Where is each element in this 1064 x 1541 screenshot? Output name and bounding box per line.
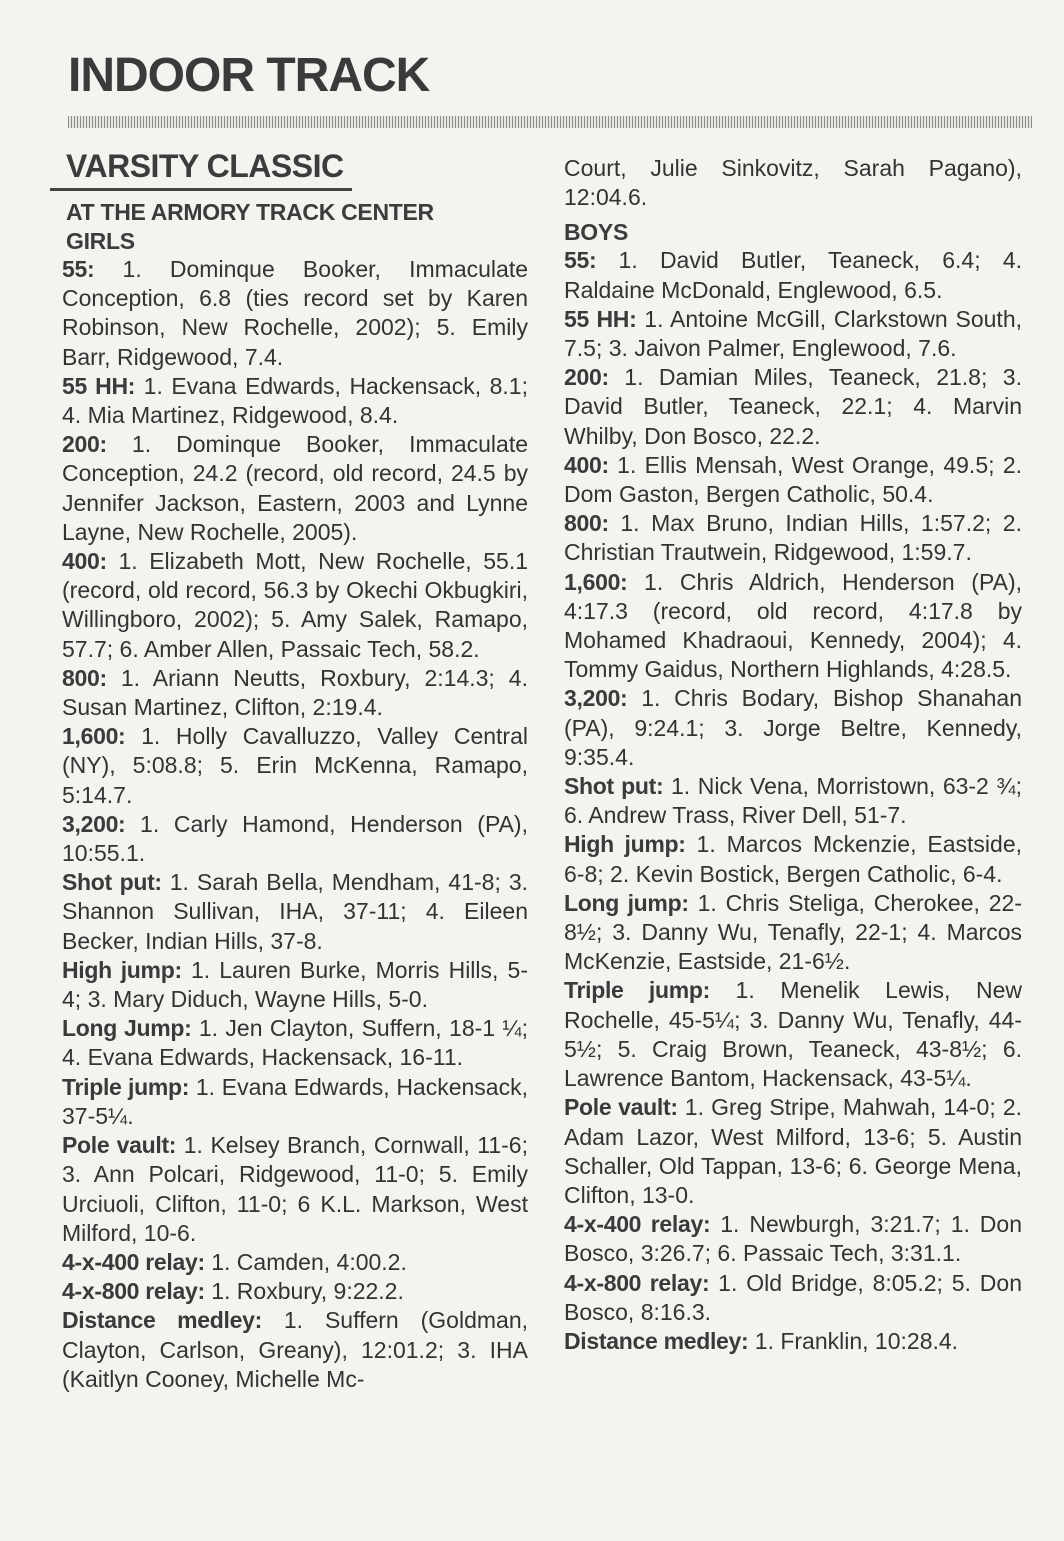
event-results: 1. Nick Vena, Morristown, 63-2 ¾; 6. Andrew Trass, River Dell, 51-7. [564,773,1022,829]
page-title: INDOOR TRACK [68,49,430,102]
result-item [50,722,528,810]
event-results: 1. Chris Bodary, Bishop Shanahan (PA), 9:24.1; 3. Jorge Beltre, Kennedy, 9:35.4. [564,685,1022,770]
event-label: 400: [62,548,107,575]
result-item [544,830,1022,888]
result-item [544,568,1022,685]
result-item [544,976,1022,1093]
result-item [544,305,1022,363]
event-label: Distance medley: [564,1327,749,1354]
title-rule [68,116,1032,128]
event-results: 1. Menelik Lewis, New Rochelle, 45-5¼; 3. Danny Wu, Tenafly, 44-5½; 5. Craig Brown, Teaneck, 43-8½; 6. Lawrence Bantom, Hackensack, 43-5¼. [564,977,1022,1092]
event-label: 4-x-800 relay: [62,1278,205,1305]
event-results: 1. Ariann Neutts, Roxbury, 2:14.3; 4. Susan Martinez, Clifton, 2:19.4. [62,664,528,721]
result-item [50,664,528,722]
result-item [544,1210,1022,1268]
girls-heading: GIRLS [66,228,135,254]
event-label: Triple jump: [564,977,710,1004]
result-item [50,255,528,372]
event-results: 1. Antoine McGill, Clarkstown South, 7.5; 3. Jaivon Palmer, Englewood, 7.6. [564,305,1022,362]
result-item [50,430,528,547]
event-results: 1. Lauren Burke, Morris Hills, 5-4; 3. Mary Diduch, Wayne Hills, 5-0. [62,956,528,1013]
result-item [544,772,1022,830]
event-results: 1. Roxbury, 9:22.2. [204,1278,404,1305]
event-label: 800: [62,664,107,691]
girls-results [50,255,528,1394]
event-label: Pole vault: [564,1094,678,1121]
event-results: 1. Camden, 4:00.2. [204,1248,407,1275]
result-item [50,956,528,1014]
event-results: 1. Damian Miles, Teaneck, 21.8; 3. David Butler, Teaneck, 22.1; 4. Marvin Whilby, Don Bosco, 22.2. [564,364,1022,449]
result-item [50,1306,528,1394]
event-label: 4-x-800 relay: [564,1269,710,1296]
event-results: 1. David Butler, Teaneck, 6.4; 4. Raldaine McDonald, Englewood, 6.5. [564,247,1022,303]
event-results: 1. Jen Clayton, Suffern, 18-1 ¼; 4. Evana Edwards, Hackensack, 16-11. [62,1015,528,1071]
event-label: 55: [564,247,597,274]
event-label: Shot put: [564,773,664,800]
result-item [544,509,1022,567]
event-results: 1. Carly Hamond, Henderson (PA), 10:55.1. [62,810,528,867]
event-results: 1. Max Bruno, Indian Hills, 1:57.2; 2. Christian Trautwein, Ridgewood, 1:59.7. [564,510,1022,566]
result-item [544,1269,1022,1327]
result-item [544,1093,1022,1210]
event-label: 400: [564,451,609,478]
event-label: 4-x-400 relay: [564,1211,711,1238]
event-label: Long jump: [564,889,689,916]
event-results: 1. Old Bridge, 8:05.2; 5. Don Bosco, 8:16.3. [564,1269,1022,1325]
result-item [544,1327,1022,1356]
event-label: 800: [564,510,609,537]
event-label: 3,200: [564,685,628,712]
result-item [544,684,1022,772]
result-item [50,1277,528,1306]
event-label: 200: [62,431,107,458]
event-results: 1. Newburgh, 3:21.7; 1. Don Bosco, 3:26.7; 6. Passaic Tech, 3:31.1. [564,1211,1022,1267]
event-label: Distance medley: [62,1307,262,1334]
event-results: 1. Dominque Booker, Immaculate Conception, 24.2 (record, old record, 24.5 by Jennifer Jackson, Eastern, 2003 and Lynne Layne, New Rochelle, 2005). [62,431,528,545]
event-label: 55 HH: [564,305,637,332]
result-item [50,1073,528,1131]
event-results: 1. Evana Edwards, Hackensack, 37-5¼. [62,1073,528,1129]
result-item [50,1248,528,1277]
result-item [50,372,528,430]
event-label: 200: [564,364,609,391]
event-label: Long Jump: [62,1015,192,1042]
event-results: 1. Chris Aldrich, Henderson (PA), 4:17.3 (record, old record, 4:17.8 by Mohamed Khadraoui, Kennedy, 2004); 4. Tommy Gaidus, Northern Highlands, 4:28.5. [564,568,1022,683]
boys-heading: BOYS [564,219,628,246]
event-results: 1. Chris Steliga, Cherokee, 22-8½; 3. Danny Wu, Tenafly, 22-1; 4. Marcos McKenzie, Eastside, 21-6½. [564,889,1022,975]
event-label: 1,600: [564,568,628,595]
event-results: 1. Elizabeth Mott, New Rochelle, 55.1 (record, old record, 56.3 by Okechi Okbugkiri, Willingboro, 2002); 5. Amy Salek, Ramapo, 57.7; 6. Amber Allen, Passaic Tech, 58.2. [62,548,528,662]
meet-title: VARSITY CLASSIC [50,146,352,191]
event-results: 1. Suffern (Goldman, Clayton, Carlson, Greany), 12:01.2; 3. IHA (Kaitlyn Cooney, Michelle Mc- [62,1307,529,1392]
result-item [50,1014,528,1072]
event-label: Pole vault: [62,1132,177,1159]
result-item [50,868,528,956]
event-label: 55: [62,256,95,282]
right-column [544,154,1022,1356]
event-results: 1. Marcos Mckenzie, Eastside, 6-8; 2. Kevin Bostick, Bergen Catholic, 6-4. [564,831,1022,887]
event-results: 1. Sarah Bella, Mendham, 41-8; 3. Shannon Sullivan, IHA, 37-11; 4. Eileen Becker, Indian Hills, 37-8. [62,869,528,954]
venue-line: AT THE ARMORY TRACK CENTER [66,199,434,225]
result-item [544,451,1022,509]
event-label: 55 HH: [62,372,136,399]
event-label: High jump: [564,831,686,858]
result-item [544,363,1022,451]
event-results: 1. Holly Cavalluzzo, Valley Central (NY), 5:08.8; 5. Erin McKenna, Ramapo, 5:14.7. [62,723,528,808]
event-results: 1. Franklin, 10:28.4. [748,1327,959,1354]
event-label: 4-x-400 relay: [62,1248,205,1275]
left-column [50,146,528,1394]
result-item [50,1131,528,1248]
event-results: 1. Kelsey Branch, Cornwall, 11-6; 3. Ann Polcari, Ridgewood, 11-0; 5. Emily Urciuoli, Clifton, 11-0; 6 K.L. Markson, West Milford, 10-6. [62,1132,528,1246]
event-label: High jump: [62,956,182,983]
event-results: 1. Ellis Mensah, West Orange, 49.5; 2. Dom Gaston, Bergen Catholic, 50.4. [564,451,1022,508]
boys-results [544,246,1022,1356]
result-item [544,889,1022,977]
event-label: 3,200: [62,810,126,837]
continued-text: Court, Julie Sinkovitz, Sarah Pagano), 12:04.6. [564,155,1022,211]
event-results: 1. Evana Edwards, Hackensack, 8.1; 4. Mia Martinez, Ridgewood, 8.4. [62,372,528,429]
result-item [50,810,528,868]
result-item [544,246,1022,304]
result-item [50,547,528,664]
event-results: 1. Greg Stripe, Mahwah, 14-0; 2. Adam Lazor, West Milford, 13-6; 5. Austin Schaller, Old Tappan, 13-6; 6. George Mena, Clifton, 13-0. [564,1094,1022,1208]
event-label: Triple jump: [62,1073,190,1100]
event-label: Shot put: [62,869,162,896]
event-label: 1,600: [62,723,126,750]
event-results: 1. Dominque Booker, Immaculate Conception, 6.8 (ties record set by Karen Robinson, New Rochelle, 2002); 5. Emily Barr, Ridgewood, 7.4. [62,256,528,370]
